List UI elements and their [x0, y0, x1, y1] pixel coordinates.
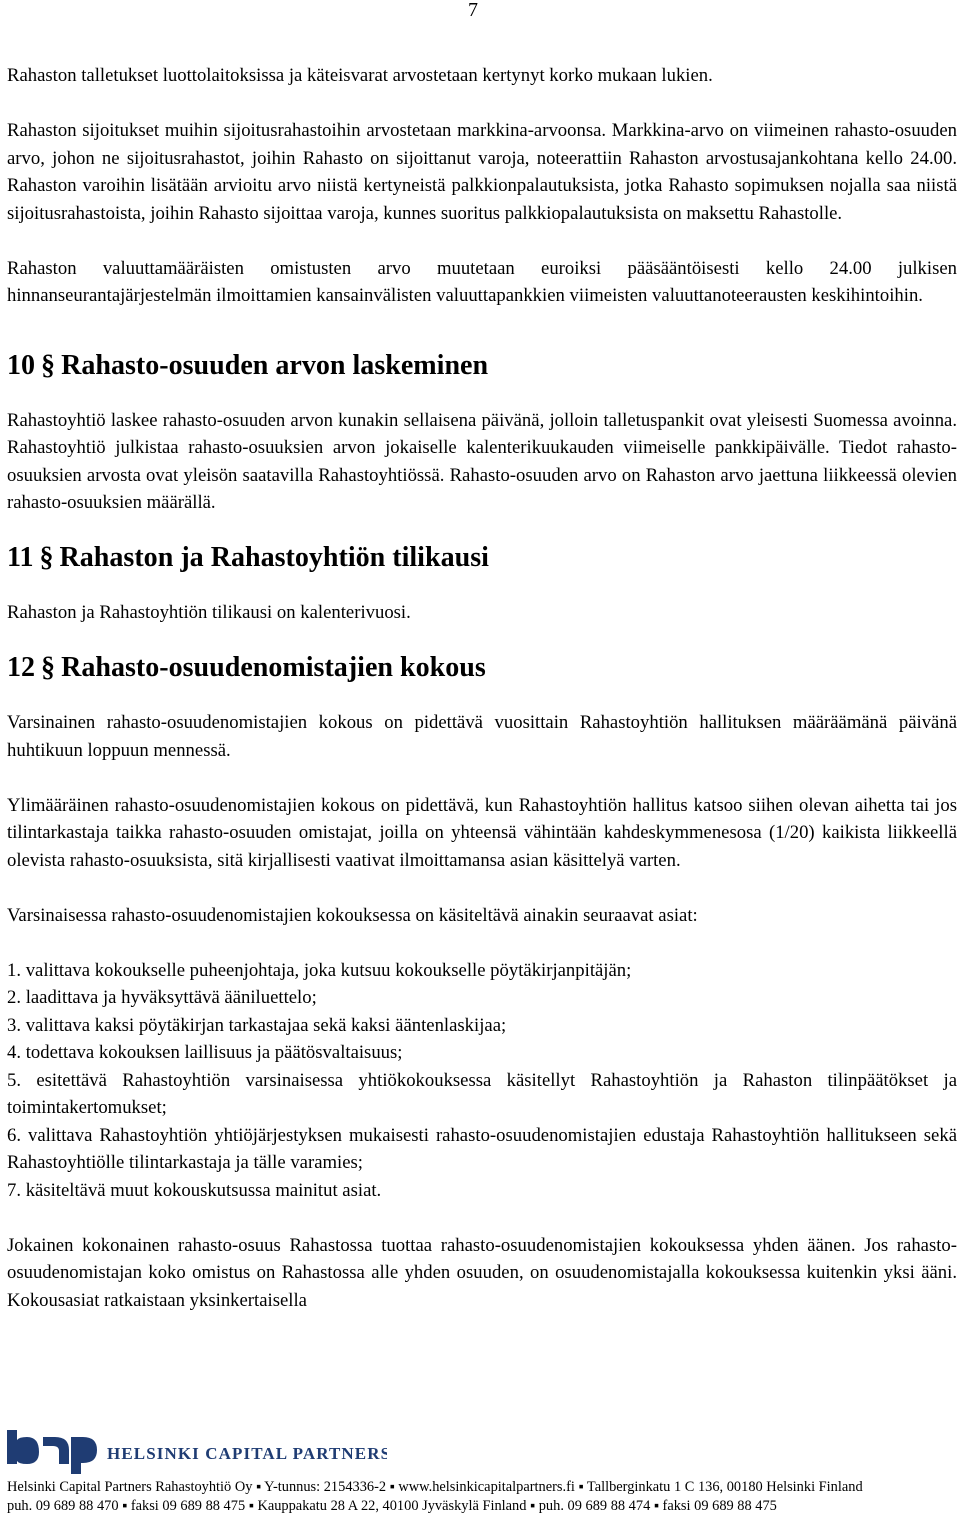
list-item: 3. valittava kaksi pöytäkirjan tarkastajaa sekä kaksi ääntenlaskijaa; [7, 1014, 507, 1036]
section-10-heading [7, 349, 957, 381]
page-number: 7 [468, 0, 478, 21]
section-10-text: Rahastoyhtiö laskee rahasto-osuuden arvon kunakin sellaisena päivänä, jolloin talletuspankit ovat yleisesti Suomessa avoinna. Rahastoyhtiö julkistaa rahasto-osuuksien arvon jokaiselle kalenterikuukauden viimeiselle pankkipäivälle. Tiedot rahasto-osuuksien arvosta ovat yleisön saatavilla Rahastoyhtiössä. Rahasto-osuuden arvo on Rahaston arvo jaettuna liikkeessä olevien rahasto-osuuksien määrällä. [7, 409, 957, 513]
section-number: 10 [7, 349, 36, 381]
list-item: 7. käsiteltävä muut kokouskutsussa mainitut asiat. [7, 1179, 382, 1201]
logo-letter-b [7, 1430, 39, 1464]
footer-line-contact: puh. 09 689 88 470 ▪ faksi 09 689 88 475 ▪ Kauppakatu 28 A 22, 40100 Jyväskylä Finland ▪ puh. 09 689 88 474 ▪ faksi 09 689 88 475 [7, 1498, 777, 1514]
section-symbol: § [41, 349, 56, 381]
section-12-heading [7, 654, 957, 682]
list-item: 6. valittava Rahastoyhtiön yhtiöjärjestyksen mukaisesti rahasto-osuudenomistajien edustaja Rahastoyhtiön hallitukseen sekä Rahastoyhtiölle tilintarkastaja ja tälle varamies; [7, 1124, 957, 1173]
section-title: Rahaston ja Rahastoyhtiön tilikausi [59, 542, 489, 573]
paragraph-fund-investments: Rahaston sijoitukset muihin sijoitusrahastoihin arvostetaan markkina-arvoonsa. Markkina-arvo on viimeinen rahasto-osuuden arvo, johon ne sijoitusrahastot, joihin Rahasto on sijoittanut varoja, noteerattiin Rahaston arvostusajankohtana kello 24.00. Rahaston varoihin lisätään arvioitu arvo niistä kertyneistä palkkionpalautuksista, jotka Rahasto sopimuksen nojalla saa niistä sijoitusrahastoista, joihin Rahasto sijoittaa varoja, kunnes suoritus palkkiopalautuksista on maksettu Rahastolle. [7, 120, 957, 224]
company-logo [7, 1426, 387, 1474]
agenda-list [7, 957, 957, 1205]
section-title: Rahasto-osuuden arvon laskeminen [61, 349, 489, 381]
section-symbol: § [39, 542, 54, 573]
list-item: 1. valittava kokoukselle puheenjohtaja, joka kutsuu kokoukselle pöytäkirjanpitäjän; [7, 959, 632, 981]
logo-letter-p [71, 1437, 97, 1474]
logo-mark [7, 1426, 387, 1474]
paragraph-currency-holdings: Rahaston valuuttamääräisten omistusten arvo muutetaan euroiksi pääsääntöisesti kello 24.00 julkisen hinnanseurantajärjestelmän ilmoittamien kansainvälisten valuuttapankkien viimeisten valuuttanoteerausten keskihintoihin. [7, 257, 957, 306]
document-body [7, 62, 957, 1314]
section-number: 12 [7, 652, 36, 683]
list-item: 4. todettava kokouksen laillisuus ja päätösvaltaisuus; [7, 1042, 403, 1063]
section-12-agenda-intro: Varsinaisessa rahasto-osuudenomistajien kokouksessa on käsiteltävä ainakin seuraavat asiat: [7, 904, 698, 926]
footer-line-company: Helsinki Capital Partners Rahastoyhtiö Oy ▪ Y-tunnus: 2154336-2 ▪ www.helsinkicapitalpartners.fi ▪ Tallberginkatu 1 C 136, 00180 Helsinki Finland [7, 1479, 863, 1495]
section-number: 11 [7, 542, 34, 573]
section-11-text: Rahaston ja Rahastoyhtiön tilikausi on kalenterivuosi. [7, 602, 411, 623]
section-symbol: § [41, 652, 56, 683]
section-12-annual-meeting: Varsinainen rahasto-osuudenomistajien kokous on pidettävä vuosittain Rahastoyhtiön hallituksen määräämänä päivänä huhtikuun loppuun mennessä. [7, 712, 957, 761]
section-title: Rahasto-osuudenomistajien kokous [61, 652, 486, 683]
list-item: 5. esitettävä Rahastoyhtiön varsinaisessa yhtiökokouksessa käsitellyt Rahastoyhtiön ja Rahaston tilinpäätökset ja toimintakertomukset; [7, 1069, 957, 1118]
list-item: 2. laadittava ja hyväksyttävä ääniluettelo; [7, 987, 317, 1008]
section-12-extraordinary-meeting: Ylimääräinen rahasto-osuudenomistajien kokous on pidettävä, kun Rahastoyhtiön hallitus katsoo siihen olevan aihetta tai jos tilintarkastaja taikka rahasto-osuuden omistajat, joilla on yhteensä vähintään kahdeskymmenesosa (1/20) kaikista liikkeellä olevista rahasto-osuuksista, sitä kirjallisesti vaativat ilmoittamansa asian käsittelyä varten. [7, 794, 957, 871]
footer [7, 1478, 957, 1516]
logo-letter-n [43, 1437, 69, 1464]
section-11-heading [7, 544, 957, 572]
section-12-voting: Jokainen kokonainen rahasto-osuus Rahastossa tuottaa rahasto-osuudenomistajien kokouksessa yhden äänen. Jos rahasto-osuudenomistajan koko omistus on Rahastossa alle yhden osuuden, on osuudenomistajalla kokouksessa kuitenkin yksi ääni. Kokousasiat ratkaistaan yksinkertaisella [7, 1234, 957, 1311]
paragraph-deposits: Rahaston talletukset luottolaitoksissa ja käteisvarat arvostetaan kertynyt korko mukaan lukien. [7, 65, 713, 86]
logo-text: HELSINKI CAPITAL PARTNERS [107, 1444, 387, 1463]
